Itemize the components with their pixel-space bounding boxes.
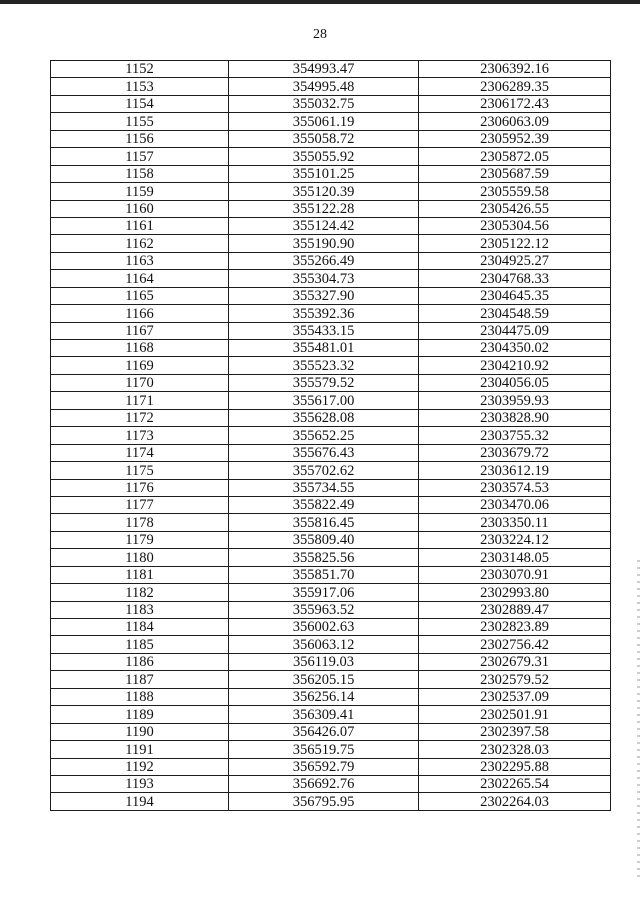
x-coordinate-cell: 355825.56 bbox=[229, 549, 419, 566]
y-coordinate-cell: 2304548.59 bbox=[419, 305, 611, 322]
x-coordinate-cell: 355481.01 bbox=[229, 340, 419, 357]
x-coordinate-cell: 355809.40 bbox=[229, 531, 419, 548]
x-coordinate-cell: 355124.42 bbox=[229, 217, 419, 234]
page-number: 28 bbox=[313, 27, 327, 42]
table-row bbox=[51, 514, 611, 531]
y-coordinate-cell: 2302993.80 bbox=[419, 584, 611, 601]
point-number-cell: 1155 bbox=[51, 113, 229, 130]
y-coordinate-cell: 2303070.91 bbox=[419, 566, 611, 583]
top-border-line bbox=[0, 0, 640, 4]
y-coordinate-cell: 2303612.19 bbox=[419, 462, 611, 479]
y-coordinate-cell: 2306172.43 bbox=[419, 95, 611, 112]
x-coordinate-cell: 355327.90 bbox=[229, 287, 419, 304]
x-coordinate-cell: 355392.36 bbox=[229, 305, 419, 322]
x-coordinate-cell: 354995.48 bbox=[229, 78, 419, 95]
y-coordinate-cell: 2304210.92 bbox=[419, 357, 611, 374]
table-row bbox=[51, 305, 611, 322]
y-coordinate-cell: 2304925.27 bbox=[419, 252, 611, 269]
table-row bbox=[51, 723, 611, 740]
x-coordinate-cell: 356692.76 bbox=[229, 775, 419, 792]
x-coordinate-cell: 356119.03 bbox=[229, 653, 419, 670]
x-coordinate-cell: 355816.45 bbox=[229, 514, 419, 531]
x-coordinate-cell: 355734.55 bbox=[229, 479, 419, 496]
y-coordinate-cell: 2303959.93 bbox=[419, 392, 611, 409]
y-coordinate-cell: 2304350.02 bbox=[419, 340, 611, 357]
table-row bbox=[51, 130, 611, 147]
point-number-cell: 1161 bbox=[51, 217, 229, 234]
point-number-cell: 1172 bbox=[51, 409, 229, 426]
point-number-cell: 1156 bbox=[51, 130, 229, 147]
table-row bbox=[51, 200, 611, 217]
table-row bbox=[51, 444, 611, 461]
y-coordinate-cell: 2303148.05 bbox=[419, 549, 611, 566]
x-coordinate-cell: 355120.39 bbox=[229, 183, 419, 200]
table-row bbox=[51, 113, 611, 130]
y-coordinate-cell: 2305952.39 bbox=[419, 130, 611, 147]
x-coordinate-cell: 355433.15 bbox=[229, 322, 419, 339]
x-coordinate-cell: 355702.62 bbox=[229, 462, 419, 479]
y-coordinate-cell: 2305426.55 bbox=[419, 200, 611, 217]
table-row bbox=[51, 165, 611, 182]
y-coordinate-cell: 2304056.05 bbox=[419, 374, 611, 391]
point-number-cell: 1163 bbox=[51, 252, 229, 269]
point-number-cell: 1175 bbox=[51, 462, 229, 479]
table-row bbox=[51, 357, 611, 374]
x-coordinate-cell: 355061.19 bbox=[229, 113, 419, 130]
table-row bbox=[51, 793, 611, 810]
y-coordinate-cell: 2304645.35 bbox=[419, 287, 611, 304]
x-coordinate-cell: 355628.08 bbox=[229, 409, 419, 426]
table-row bbox=[51, 61, 611, 78]
table-row bbox=[51, 671, 611, 688]
y-coordinate-cell: 2306289.35 bbox=[419, 78, 611, 95]
x-coordinate-cell: 355917.06 bbox=[229, 584, 419, 601]
x-coordinate-cell: 355963.52 bbox=[229, 601, 419, 618]
y-coordinate-cell: 2305122.12 bbox=[419, 235, 611, 252]
y-coordinate-cell: 2306392.16 bbox=[419, 61, 611, 78]
table-row bbox=[51, 601, 611, 618]
y-coordinate-cell: 2303679.72 bbox=[419, 444, 611, 461]
y-coordinate-cell: 2302823.89 bbox=[419, 619, 611, 636]
point-number-cell: 1158 bbox=[51, 165, 229, 182]
point-number-cell: 1180 bbox=[51, 549, 229, 566]
coordinates-table-body bbox=[51, 61, 611, 811]
point-number-cell: 1193 bbox=[51, 775, 229, 792]
table-row bbox=[51, 741, 611, 758]
point-number-cell: 1173 bbox=[51, 427, 229, 444]
point-number-cell: 1167 bbox=[51, 322, 229, 339]
y-coordinate-cell: 2302679.31 bbox=[419, 653, 611, 670]
y-coordinate-cell: 2303828.90 bbox=[419, 409, 611, 426]
y-coordinate-cell: 2304475.09 bbox=[419, 322, 611, 339]
y-coordinate-cell: 2302295.88 bbox=[419, 758, 611, 775]
x-coordinate-cell: 355058.72 bbox=[229, 130, 419, 147]
y-coordinate-cell: 2305304.56 bbox=[419, 217, 611, 234]
x-coordinate-cell: 356426.07 bbox=[229, 723, 419, 740]
y-coordinate-cell: 2302756.42 bbox=[419, 636, 611, 653]
point-number-cell: 1164 bbox=[51, 270, 229, 287]
table-row bbox=[51, 287, 611, 304]
table-row bbox=[51, 217, 611, 234]
point-number-cell: 1189 bbox=[51, 706, 229, 723]
point-number-cell: 1191 bbox=[51, 741, 229, 758]
x-coordinate-cell: 356002.63 bbox=[229, 619, 419, 636]
x-coordinate-cell: 355101.25 bbox=[229, 165, 419, 182]
x-coordinate-cell: 355822.49 bbox=[229, 496, 419, 513]
y-coordinate-cell: 2305872.05 bbox=[419, 148, 611, 165]
point-number-cell: 1153 bbox=[51, 78, 229, 95]
table-row bbox=[51, 531, 611, 548]
y-coordinate-cell: 2302501.91 bbox=[419, 706, 611, 723]
table-row bbox=[51, 392, 611, 409]
point-number-cell: 1185 bbox=[51, 636, 229, 653]
table-row bbox=[51, 479, 611, 496]
table-row bbox=[51, 758, 611, 775]
table-row bbox=[51, 95, 611, 112]
point-number-cell: 1179 bbox=[51, 531, 229, 548]
table-row bbox=[51, 688, 611, 705]
table-row bbox=[51, 409, 611, 426]
y-coordinate-cell: 2303224.12 bbox=[419, 531, 611, 548]
table-row bbox=[51, 270, 611, 287]
table-row bbox=[51, 619, 611, 636]
x-coordinate-cell: 355652.25 bbox=[229, 427, 419, 444]
point-number-cell: 1177 bbox=[51, 496, 229, 513]
x-coordinate-cell: 355190.90 bbox=[229, 235, 419, 252]
point-number-cell: 1157 bbox=[51, 148, 229, 165]
point-number-cell: 1178 bbox=[51, 514, 229, 531]
table-row bbox=[51, 584, 611, 601]
table-row bbox=[51, 775, 611, 792]
x-coordinate-cell: 355851.70 bbox=[229, 566, 419, 583]
x-coordinate-cell: 355617.00 bbox=[229, 392, 419, 409]
x-coordinate-cell: 356592.79 bbox=[229, 758, 419, 775]
point-number-cell: 1171 bbox=[51, 392, 229, 409]
point-number-cell: 1187 bbox=[51, 671, 229, 688]
x-coordinate-cell: 355055.92 bbox=[229, 148, 419, 165]
x-coordinate-cell: 356795.95 bbox=[229, 793, 419, 810]
point-number-cell: 1188 bbox=[51, 688, 229, 705]
point-number-cell: 1181 bbox=[51, 566, 229, 583]
x-coordinate-cell: 356309.41 bbox=[229, 706, 419, 723]
point-number-cell: 1152 bbox=[51, 61, 229, 78]
point-number-cell: 1169 bbox=[51, 357, 229, 374]
y-coordinate-cell: 2302397.58 bbox=[419, 723, 611, 740]
y-coordinate-cell: 2303755.32 bbox=[419, 427, 611, 444]
y-coordinate-cell: 2302579.52 bbox=[419, 671, 611, 688]
y-coordinate-cell: 2302265.54 bbox=[419, 775, 611, 792]
x-coordinate-cell: 355579.52 bbox=[229, 374, 419, 391]
table-row bbox=[51, 496, 611, 513]
table-row bbox=[51, 653, 611, 670]
x-coordinate-cell: 355122.28 bbox=[229, 200, 419, 217]
point-number-cell: 1168 bbox=[51, 340, 229, 357]
point-number-cell: 1170 bbox=[51, 374, 229, 391]
x-coordinate-cell: 355032.75 bbox=[229, 95, 419, 112]
x-coordinate-cell: 356063.12 bbox=[229, 636, 419, 653]
point-number-cell: 1165 bbox=[51, 287, 229, 304]
point-number-cell: 1192 bbox=[51, 758, 229, 775]
table-row bbox=[51, 374, 611, 391]
point-number-cell: 1154 bbox=[51, 95, 229, 112]
x-coordinate-cell: 355266.49 bbox=[229, 252, 419, 269]
x-coordinate-cell: 355523.32 bbox=[229, 357, 419, 374]
y-coordinate-cell: 2303350.11 bbox=[419, 514, 611, 531]
y-coordinate-cell: 2302537.09 bbox=[419, 688, 611, 705]
x-coordinate-cell: 355676.43 bbox=[229, 444, 419, 461]
table-row bbox=[51, 78, 611, 95]
table-row bbox=[51, 235, 611, 252]
x-coordinate-cell: 356205.15 bbox=[229, 671, 419, 688]
point-number-cell: 1159 bbox=[51, 183, 229, 200]
point-number-cell: 1174 bbox=[51, 444, 229, 461]
table-row bbox=[51, 706, 611, 723]
y-coordinate-cell: 2303470.06 bbox=[419, 496, 611, 513]
point-number-cell: 1160 bbox=[51, 200, 229, 217]
x-coordinate-cell: 355304.73 bbox=[229, 270, 419, 287]
x-coordinate-cell: 354993.47 bbox=[229, 61, 419, 78]
table-row bbox=[51, 148, 611, 165]
table-row bbox=[51, 427, 611, 444]
y-coordinate-cell: 2302264.03 bbox=[419, 793, 611, 810]
point-number-cell: 1183 bbox=[51, 601, 229, 618]
point-number-cell: 1194 bbox=[51, 793, 229, 810]
x-coordinate-cell: 356256.14 bbox=[229, 688, 419, 705]
y-coordinate-cell: 2304768.33 bbox=[419, 270, 611, 287]
point-number-cell: 1166 bbox=[51, 305, 229, 322]
point-number-cell: 1186 bbox=[51, 653, 229, 670]
table-row bbox=[51, 252, 611, 269]
y-coordinate-cell: 2303574.53 bbox=[419, 479, 611, 496]
table-row bbox=[51, 322, 611, 339]
point-number-cell: 1162 bbox=[51, 235, 229, 252]
coordinates-table bbox=[50, 60, 611, 811]
table-row bbox=[51, 636, 611, 653]
y-coordinate-cell: 2306063.09 bbox=[419, 113, 611, 130]
point-number-cell: 1182 bbox=[51, 584, 229, 601]
table-row bbox=[51, 340, 611, 357]
point-number-cell: 1184 bbox=[51, 619, 229, 636]
y-coordinate-cell: 2305559.58 bbox=[419, 183, 611, 200]
table-row bbox=[51, 462, 611, 479]
table-row bbox=[51, 566, 611, 583]
point-number-cell: 1176 bbox=[51, 479, 229, 496]
y-coordinate-cell: 2302328.03 bbox=[419, 741, 611, 758]
y-coordinate-cell: 2305687.59 bbox=[419, 165, 611, 182]
table-row bbox=[51, 549, 611, 566]
y-coordinate-cell: 2302889.47 bbox=[419, 601, 611, 618]
x-coordinate-cell: 356519.75 bbox=[229, 741, 419, 758]
point-number-cell: 1190 bbox=[51, 723, 229, 740]
table-row bbox=[51, 183, 611, 200]
